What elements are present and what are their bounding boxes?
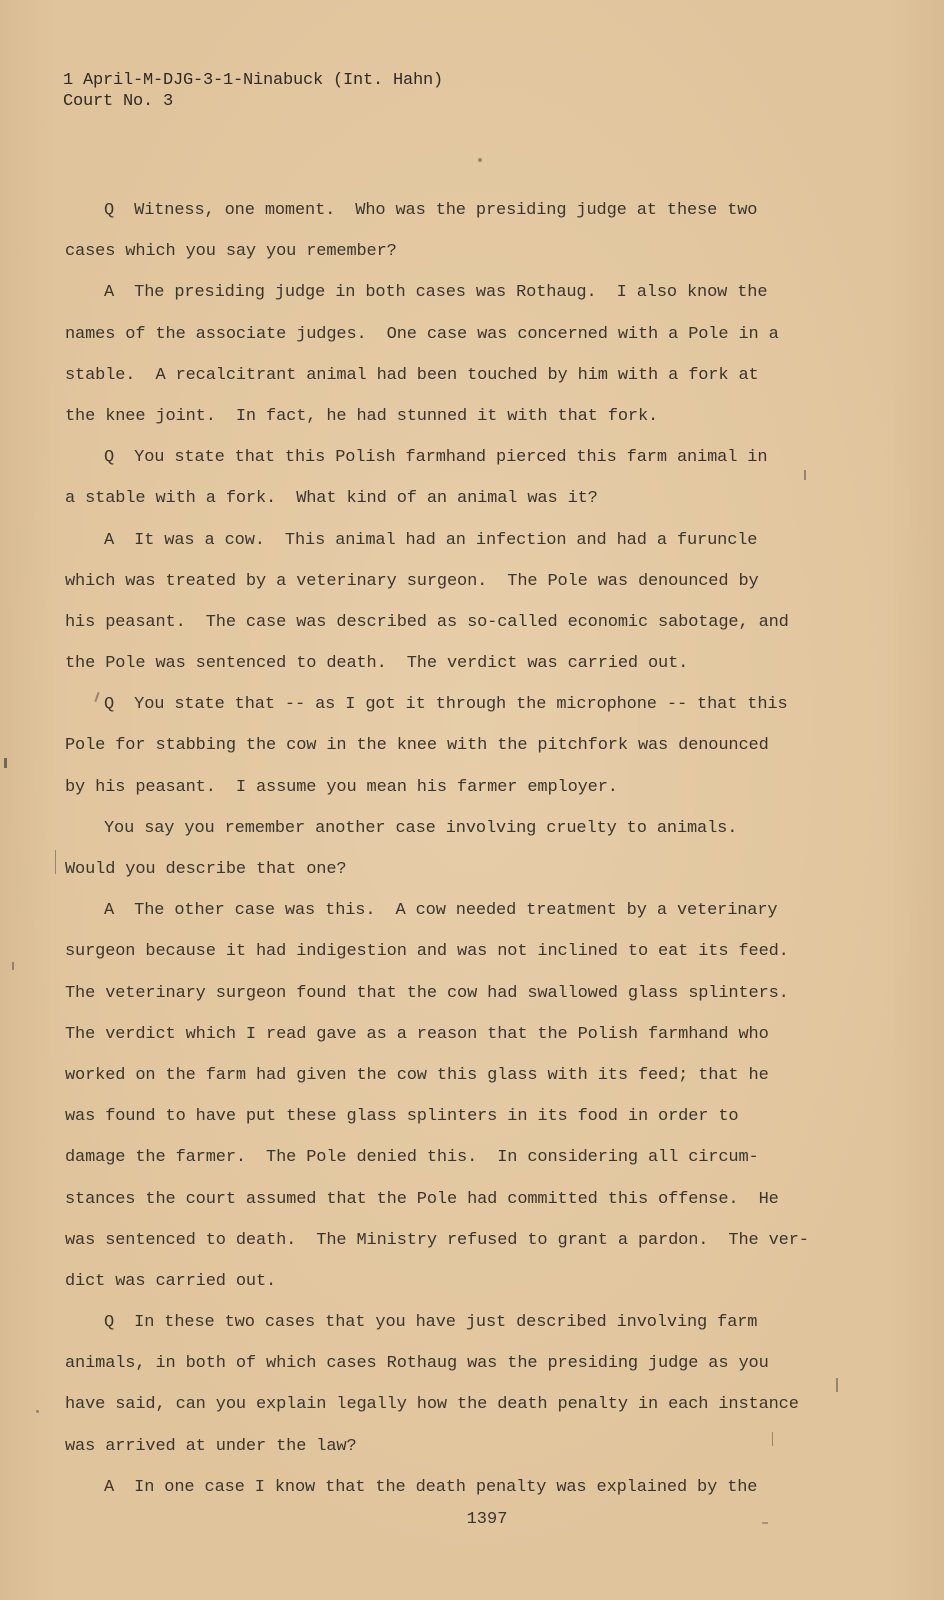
transcript-body [65,190,835,1508]
transcript-line: cases which you say you remember? [65,242,397,262]
transcript-line: Pole for stabbing the cow in the knee with the pitchfork was denounced [65,736,769,756]
transcript-line: his peasant. The case was described as so-called economic sabotage, and [65,612,789,632]
transcript-line: have said, can you explain legally how the death penalty in each instance [65,1395,799,1415]
transcript-line: was found to have put these glass splinters in its food in order to [65,1107,739,1127]
transcript-line: animals, in both of which cases Rothaug was the presiding judge as you [65,1354,769,1374]
transcript-line: The veterinary surgeon found that the cow had swallowed glass splinters. [65,983,789,1003]
page-number: 1397 [466,1510,508,1529]
transcript-line: Q You state that this Polish farmhand pierced this farm animal in [104,448,768,468]
transcript-line: Q In these two cases that you have just described involving farm [104,1313,758,1333]
document-header [63,70,443,112]
transcript-line: A It was a cow. This animal had an infection and had a furuncle [104,530,758,550]
transcript-line: The verdict which I read gave as a reason that the Polish farmhand who [65,1024,769,1044]
transcript-line: stable. A recalcitrant animal had been touched by him with a fork at [65,365,759,385]
transcript-line: by his peasant. I assume you mean his farmer employer. [65,777,618,797]
transcript-line: a stable with a fork. What kind of an animal was it? [65,489,598,509]
header-reference-line: 1 April-M-DJG-3-1-Ninabuck (Int. Hahn) [63,71,444,90]
transcript-line: surgeon because it had indigestion and was not inclined to eat its feed. [65,942,789,962]
scan-speck [836,1378,838,1392]
scan-speck [4,758,7,768]
transcript-line: the knee joint. In fact, he had stunned it with that fork. [65,406,659,426]
transcript-line: Q Witness, one moment. Who was the presiding judge at these two [104,201,758,220]
transcript-line: worked on the farm had given the cow this glass with its feed; that he [65,1065,769,1085]
scan-speck [36,1410,39,1413]
transcript-line: damage the farmer. The Pole denied this. In considering all circum- [65,1148,759,1168]
scan-speck [12,962,14,970]
scan-speck [772,1432,773,1446]
scan-speck [55,850,56,874]
transcript-line: was arrived at under the law? [65,1436,357,1456]
transcript-line: A The presiding judge in both cases was Rothaug. I also know the [104,283,768,303]
transcript-line: was sentenced to death. The Ministry refused to grant a pardon. The ver- [65,1230,809,1250]
transcript-line: A The other case was this. A cow needed treatment by a veterinary [104,901,778,921]
scan-speck [478,158,482,162]
transcript-line: dict was carried out. [65,1271,277,1291]
transcript-line: Would you describe that one? [65,860,347,879]
transcript-line: names of the associate judges. One case was concerned with a Pole in a [65,324,779,344]
header-court-line: Court No. 3 [63,92,174,111]
transcript-line: Q You state that -- as I got it through the microphone -- that this [104,695,788,715]
scan-speck [804,470,806,480]
transcript-line: A In one case I know that the death penalty was explained by the [104,1477,758,1497]
scan-speck [762,1522,768,1524]
transcript-line: which was treated by a veterinary surgeon. The Pole was denounced by [65,571,759,591]
transcript-line: You say you remember another case involving cruelty to animals. [104,818,738,838]
transcript-line: the Pole was sentenced to death. The verdict was carried out. [65,654,689,674]
transcript-line: stances the court assumed that the Pole had committed this offense. He [65,1189,779,1209]
